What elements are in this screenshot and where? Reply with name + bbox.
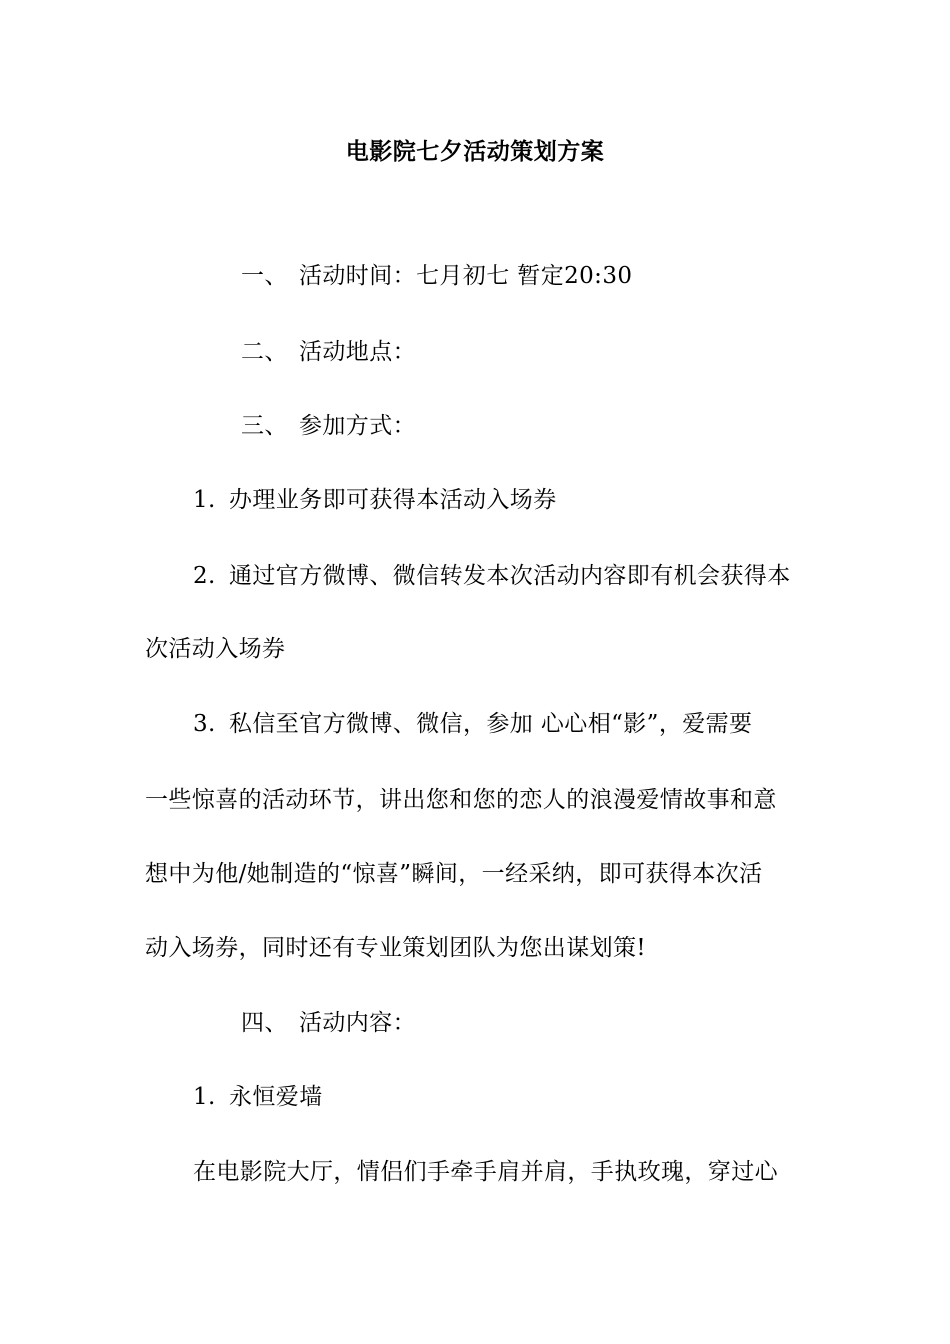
- section-activity-location: [241, 336, 416, 368]
- content-item-1: [193, 1081, 323, 1113]
- item-number: 1.: [193, 1084, 216, 1110]
- item-text: 通过官方微博、微信转发本次活动内容即有机会获得本: [229, 563, 791, 589]
- paragraph-text: 在电影院大厅，情侣们手牵手肩并肩，手执玫瑰，穿过心: [193, 1159, 778, 1185]
- section-activity-time: [241, 260, 632, 292]
- item-number: 3.: [193, 711, 216, 737]
- section-activity-content: [241, 1007, 416, 1039]
- item-text: 办理业务即可获得本活动入场券: [229, 487, 557, 513]
- list-item-1: [193, 484, 557, 516]
- document-title: 电影院七夕活动策划方案: [345, 138, 605, 165]
- item-number: 1.: [193, 487, 216, 513]
- list-item-3: [193, 708, 752, 740]
- list-item-3-continuation: 想中为他/她制造的“惊喜”瞬间，一经采纳，即可获得本次活: [145, 861, 763, 887]
- item-text: 私信至官方微博、微信，参加 心心相“影”，爱需要: [229, 711, 753, 737]
- section-text: 活动内容：: [299, 1010, 416, 1036]
- list-item-3-continuation: 动入场券，同时还有专业策划团队为您出谋划策!: [145, 935, 647, 961]
- section-participation: [241, 410, 416, 442]
- list-item-2: [193, 560, 791, 592]
- item-text: 永恒爱墙: [229, 1084, 323, 1110]
- section-number: 三、: [241, 413, 288, 439]
- list-item-3-continuation: 一些惊喜的活动环节，讲出您和您的恋人的浪漫爱情故事和意: [145, 787, 777, 813]
- section-text: 参加方式：: [299, 413, 416, 439]
- list-item-2-continuation: 次活动入场券: [145, 636, 286, 662]
- item-number: 2.: [193, 563, 216, 589]
- section-number: 二、: [241, 339, 288, 365]
- section-number: 一、: [241, 263, 288, 289]
- section-number: 四、: [241, 1010, 288, 1036]
- section-text: 活动时间：七月初七 暂定20:30: [299, 263, 633, 289]
- section-text: 活动地点：: [299, 339, 416, 365]
